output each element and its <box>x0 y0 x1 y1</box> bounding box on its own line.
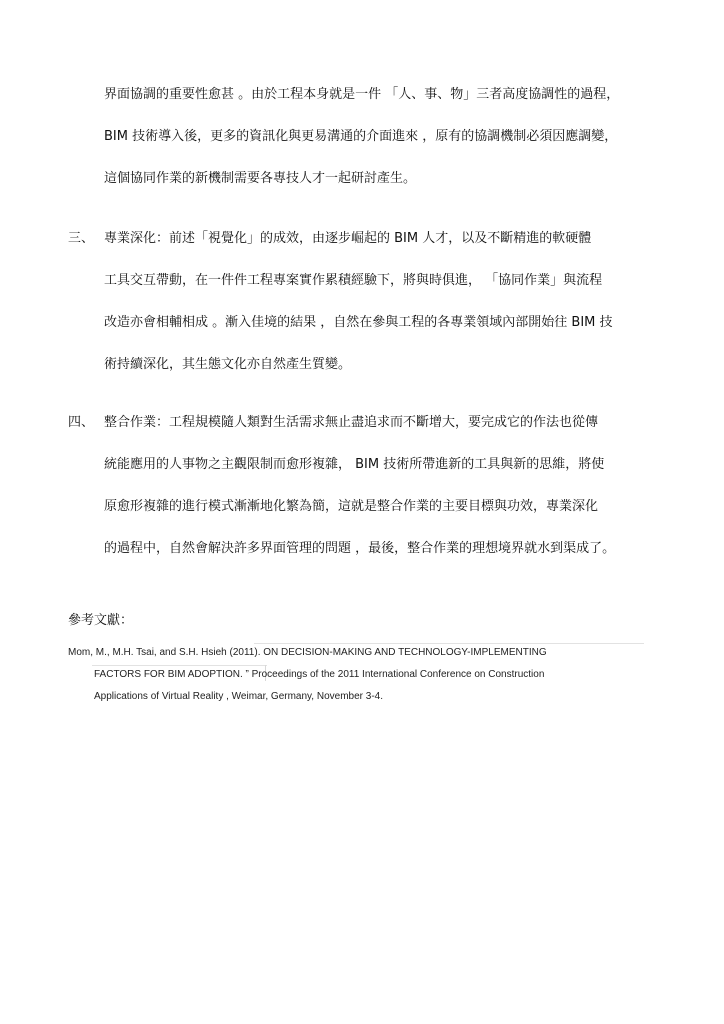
section-3-number: 三、 <box>68 231 95 246</box>
section-4-line-4: 的過程中，自然會解決許多界面管理的問題 ，最後，整合作業的理想境界就水到渠成了。 <box>104 541 616 556</box>
references-heading: 參考文獻： <box>68 613 134 628</box>
intro-line-3: 這個協同作業的新機制需要各專技人才一起研討產生。 <box>104 171 417 186</box>
intro-line-2: BIM 技術導入後，更多的資訊化與更易溝通的介面進來 ，原有的協調機制必須因應調變， <box>104 129 618 144</box>
section-4-number: 四、 <box>68 415 95 430</box>
section-3-line-4: 術持續深化，其生態文化亦自然產生質變。 <box>104 357 352 372</box>
section-3-line-2: 工具交互帶動，在一件件工程專案實作累積經驗下，將與時俱進， 「協同作業」與流程 <box>104 273 603 288</box>
reference-line-1: Mom, M., M.H. Tsai, and S.H. Hsieh (2011). ON DECISION-MAKING AND TECHNOLOGY-IMPLEMENTING <box>68 647 547 658</box>
reference-box-top-rule <box>254 643 644 644</box>
intro-line-1: 界面協調的重要性愈甚 。由於工程本身就是一件 「人、事、物」三者高度協調性的過程， <box>104 87 620 102</box>
section-3-line-1: 專業深化：前述「視覺化」的成效，由逐步崛起的 BIM 人才，以及不斷精進的軟硬體 <box>104 231 592 246</box>
section-4-line-2: 統能應用的人事物之主觀限制而愈形複雜， BIM 技術所帶進新的工具與新的思維，將使 <box>104 457 605 472</box>
section-4-line-1: 整合作業：工程規模隨人類對生活需求無止盡追求而不斷增大，要完成它的作法也從傳 <box>104 415 599 430</box>
reference-line-3: Applications of Virtual Reality , Weimar, Germany, November 3-4. <box>94 691 384 702</box>
reference-box-mid-rule <box>92 665 267 666</box>
section-4-line-3: 原愈形複雜的進行模式漸漸地化繁為簡，這就是整合作業的主要目標與功效，專業深化 <box>104 499 599 514</box>
section-3-line-3: 改造亦會相輔相成 。漸入佳境的結果 ，自然在參與工程的各專業領域內部開始往 BIM 技 <box>104 315 613 330</box>
reference-line-2: FACTORS FOR BIM ADOPTION. ” Proceedings of the 2011 International Conference on Construction <box>94 669 545 680</box>
